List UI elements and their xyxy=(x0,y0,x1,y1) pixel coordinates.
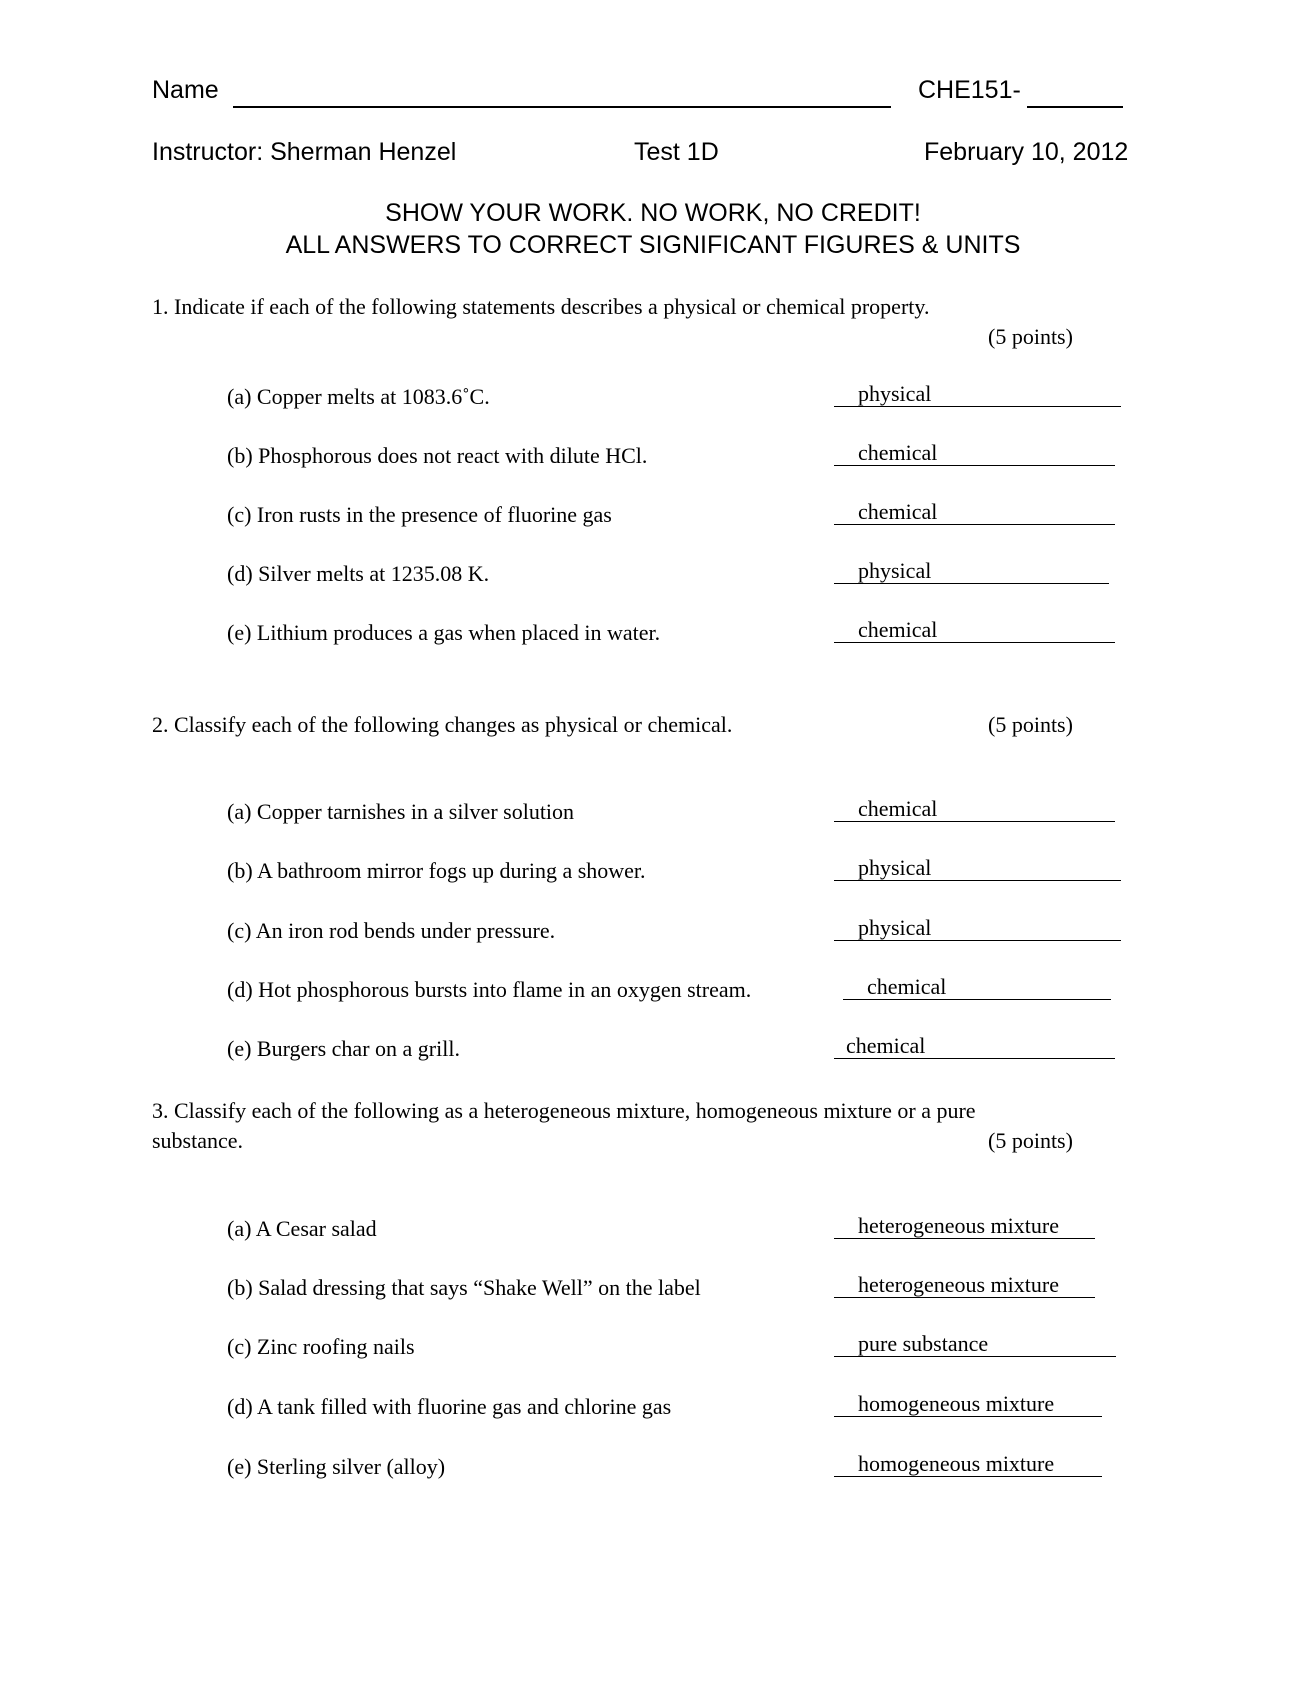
q1-item-a: (a) Copper melts at 1083.6˚C. xyxy=(227,384,490,409)
q1-points: (5 points) xyxy=(988,324,1073,349)
q3-item-d: (d) A tank filled with fluorine gas and chlorine gas xyxy=(227,1394,672,1419)
q2-prompt: 2. Classify each of the following changes as physical or chemical. xyxy=(152,712,733,737)
q1-answer-a: physical xyxy=(834,382,1121,407)
q3-answer-c: pure substance xyxy=(834,1332,1116,1357)
q3-points: (5 points) xyxy=(988,1128,1073,1153)
q1-item-d: (d) Silver melts at 1235.08 K. xyxy=(227,561,490,586)
q2-answer-b: physical xyxy=(834,856,1121,881)
q1-prompt: 1. Indicate if each of the following statements describes a physical or chemical property. xyxy=(152,294,930,319)
instructions-line-2: ALL ANSWERS TO CORRECT SIGNIFICANT FIGURES & UNITS xyxy=(285,231,1021,259)
instructions-line-1: SHOW YOUR WORK. NO WORK, NO CREDIT! xyxy=(385,199,921,227)
test-label: Test 1D xyxy=(634,138,719,166)
q3-prompt-continued: substance. xyxy=(152,1128,244,1153)
q3-prompt: 3. Classify each of the following as a heterogeneous mixture, homogeneous mixture or a pure xyxy=(152,1098,976,1123)
q3-item-a: (a) A Cesar salad xyxy=(227,1216,377,1241)
name-label: Name xyxy=(152,76,219,104)
q1-item-c: (c) Iron rusts in the presence of fluorine gas xyxy=(227,502,612,527)
q2-item-a: (a) Copper tarnishes in a silver solution xyxy=(227,799,575,824)
q2-answer-d: chemical xyxy=(843,975,1111,1000)
course-label: CHE151- xyxy=(918,76,1021,104)
q2-item-b: (b) A bathroom mirror fogs up during a shower. xyxy=(227,858,646,883)
name-field[interactable] xyxy=(233,76,891,108)
q2-item-d: (d) Hot phosphorous bursts into flame in an oxygen stream. xyxy=(227,977,752,1002)
q2-answer-c: physical xyxy=(834,916,1121,941)
q3-item-c: (c) Zinc roofing nails xyxy=(227,1334,415,1359)
q2-item-c: (c) An iron rod bends under pressure. xyxy=(227,918,556,943)
date-label: February 10, 2012 xyxy=(924,138,1129,166)
q1-answer-b: chemical xyxy=(834,441,1115,466)
q3-item-b: (b) Salad dressing that says “Shake Well” on the label xyxy=(227,1275,701,1300)
q1-item-e: (e) Lithium produces a gas when placed in water. xyxy=(227,620,661,645)
q2-points: (5 points) xyxy=(988,712,1073,737)
q1-answer-c: chemical xyxy=(834,500,1115,525)
q1-item-b: (b) Phosphorous does not react with dilute HCl. xyxy=(227,443,648,468)
q1-answer-e: chemical xyxy=(834,618,1115,643)
course-section-field[interactable] xyxy=(1027,76,1123,108)
q2-answer-e: chemical xyxy=(834,1034,1115,1059)
q3-answer-e: homogeneous mixture xyxy=(834,1452,1102,1477)
q3-answer-a: heterogeneous mixture xyxy=(834,1214,1095,1239)
q3-answer-b: heterogeneous mixture xyxy=(834,1273,1095,1298)
instructor-label: Instructor: Sherman Henzel xyxy=(152,138,457,166)
q3-item-e: (e) Sterling silver (alloy) xyxy=(227,1454,446,1479)
q1-answer-d: physical xyxy=(834,559,1109,584)
q2-answer-a: chemical xyxy=(834,797,1115,822)
q3-answer-d: homogeneous mixture xyxy=(834,1392,1102,1417)
q2-item-e: (e) Burgers char on a grill. xyxy=(227,1036,460,1061)
